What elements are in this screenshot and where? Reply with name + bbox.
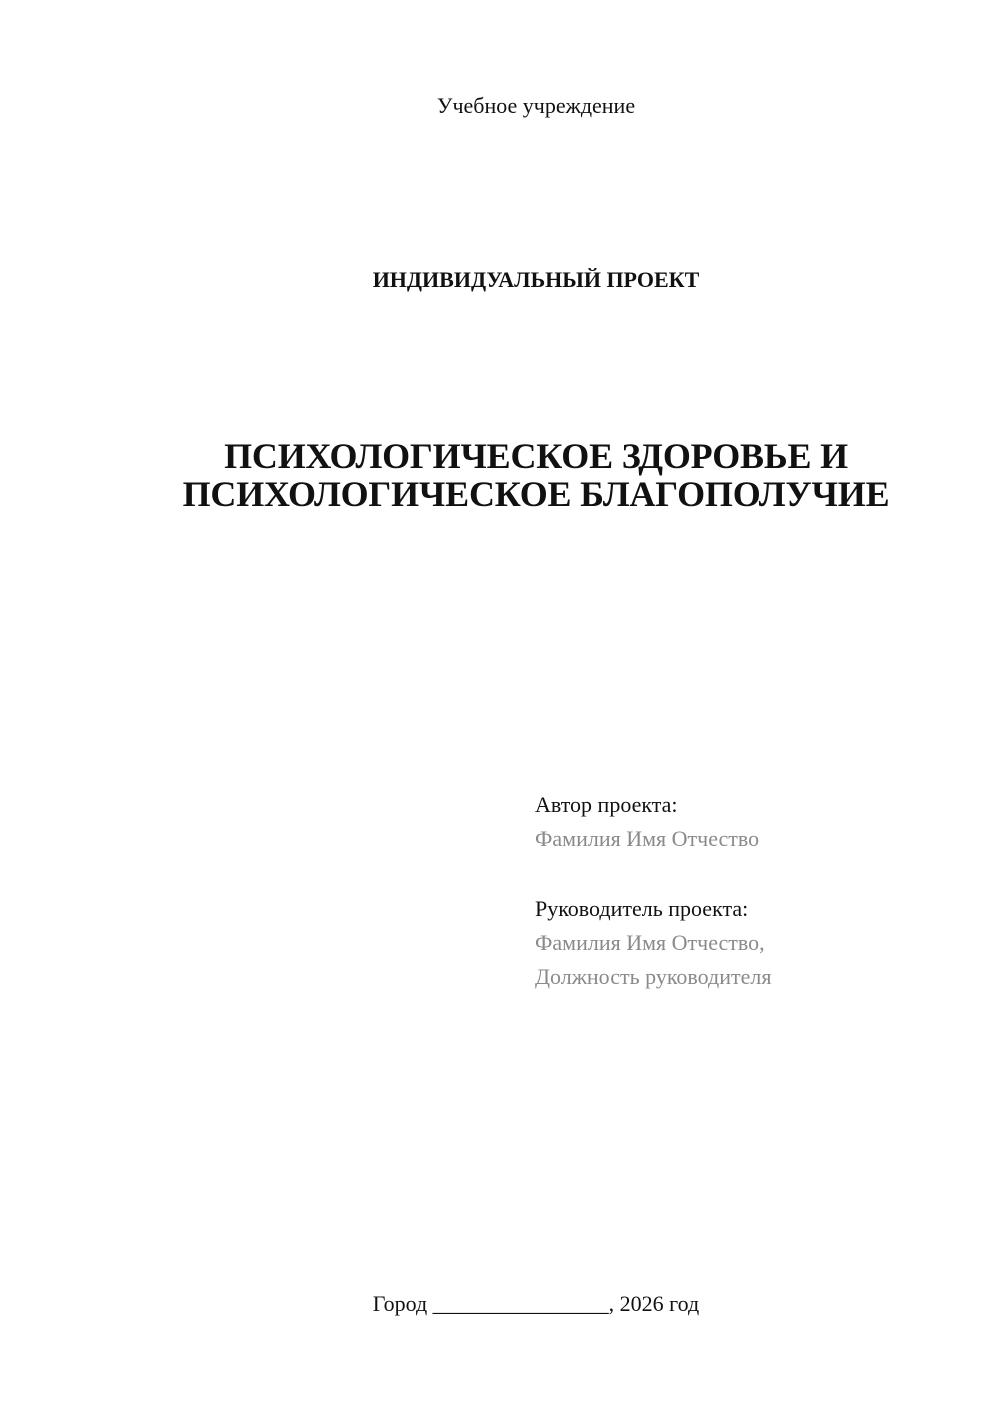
supervisor-label: Руководитель проекта: [535, 896, 749, 921]
city-year-line: Город ________________, 2026 год [372, 1291, 700, 1316]
supervisor-name: Фамилия Имя Отчество, [535, 930, 765, 955]
institution-name: Учебное учреждение [436, 93, 636, 118]
document-type-heading: ИНДИВИДУАЛЬНЫЙ ПРОЕКТ [372, 267, 700, 292]
project-title-line-2: ПСИХОЛОГИЧЕСКОЕ БЛАГОПОЛУЧИЕ [182, 474, 890, 514]
project-title [0, 437, 1000, 513]
credits-block [535, 788, 975, 994]
credits-spacer [535, 856, 975, 892]
author-label: Автор проекта: [535, 792, 678, 817]
author-name: Фамилия Имя Отчество [535, 826, 760, 851]
project-title-line-1: ПСИХОЛОГИЧЕСКОЕ ЗДОРОВЬЕ И [224, 436, 848, 476]
supervisor-position: Должность руководителя [535, 964, 772, 989]
